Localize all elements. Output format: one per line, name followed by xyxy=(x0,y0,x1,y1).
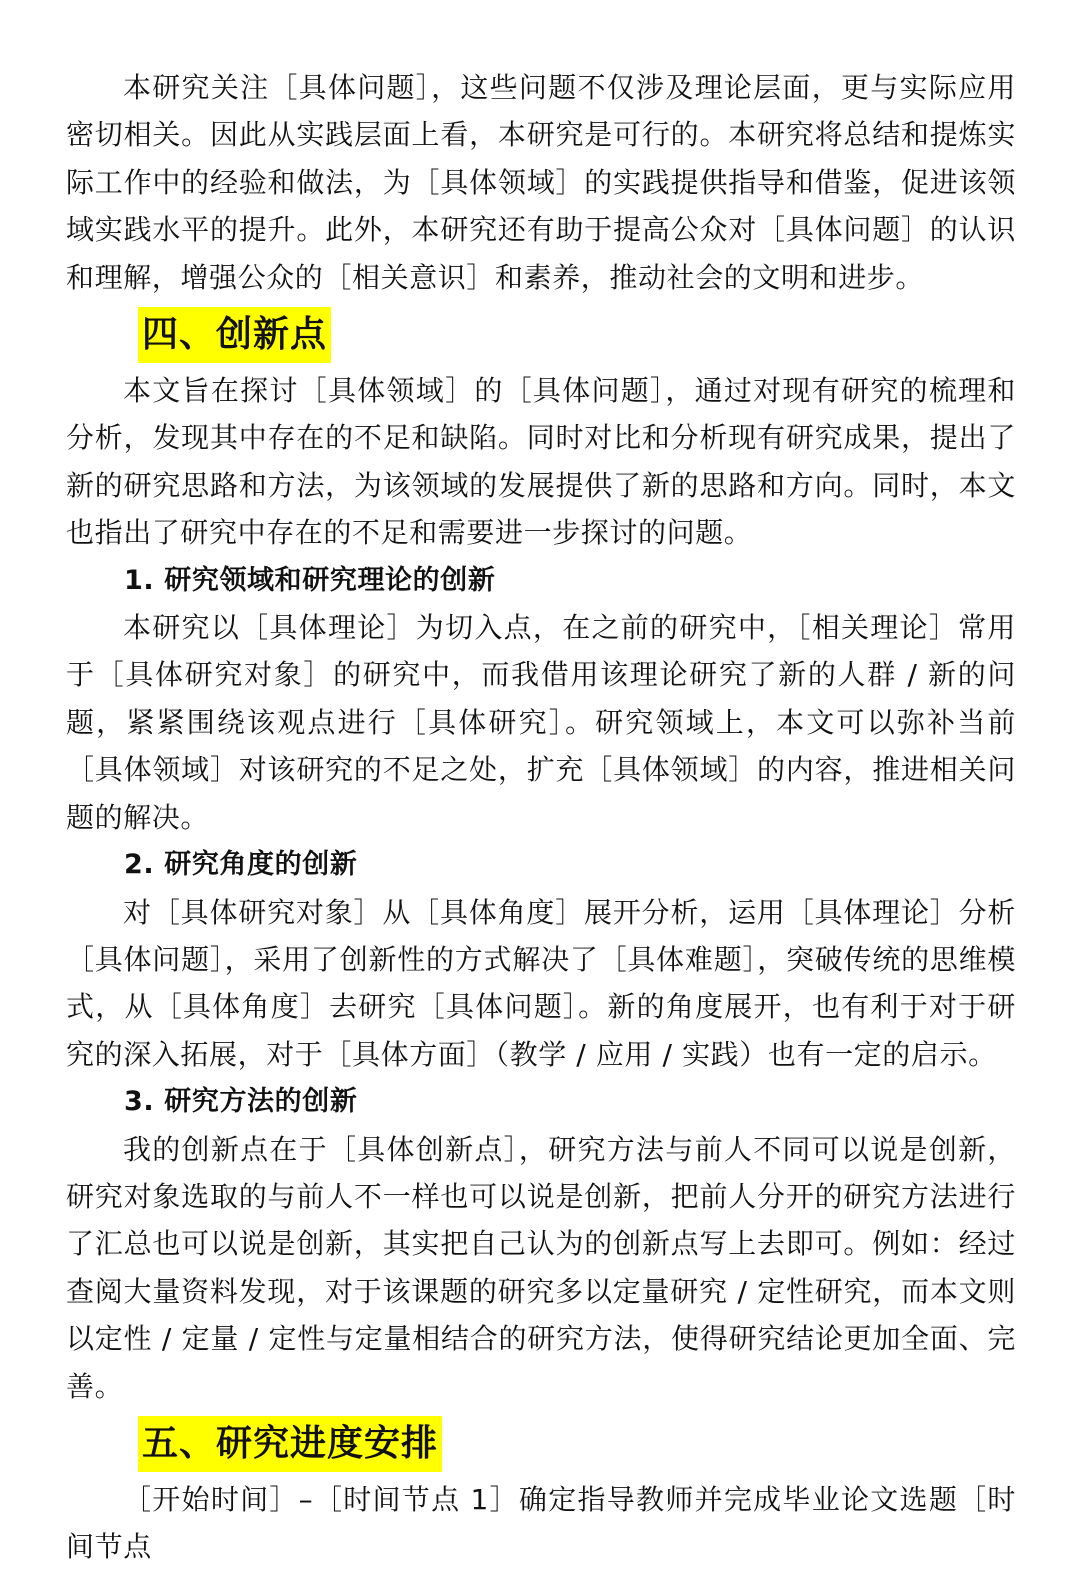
innovation-subheading-2: 2. 研究角度的创新 xyxy=(124,849,358,881)
section-heading-innovation xyxy=(138,307,1016,363)
schedule-first-line: ［开始时间］–［时间节点 1］确定指导教师并完成毕业论文选题［时间节点 xyxy=(66,1482,1016,1564)
innovation-paragraph-3: 我的创新点在于［具体创新点］，研究方法与前人不同可以说是创新，研究对象选取的与前人不一样也可以说是创新，把前人分开的研究方法进行了汇总也可以说是创新，其实把自己认为的创新点写上去即可。例如：经过查阅大量资料发现，对于该课题的研究多以定量研究 / 定性研究，而本文则以定性 / 定量 / 定性与定量相结合的研究方法，使得研究结论更加全面、完善。 xyxy=(66,1132,1016,1403)
section-heading-schedule xyxy=(138,1416,1016,1472)
innovation-paragraph-2: 对［具体研究对象］从［具体角度］展开分析，运用［具体理论］分析［具体问题］，采用了创新性的方式解决了［具体难题］，突破传统的思维模式，从［具体角度］去研究［具体问题］。新的角度展开，也有利于对于研究的深入拓展，对于［具体方面］（教学 / 应用 / 实践）也有一定的启示。 xyxy=(66,895,1016,1071)
innovation-subheading-1: 1. 研究领域和研究理论的创新 xyxy=(124,564,496,596)
highlighted-heading-text: 五、研究进度安排 xyxy=(138,1416,442,1472)
highlighted-heading-text: 四、创新点 xyxy=(138,307,331,363)
innovation-intro-paragraph: 本文旨在探讨［具体领域］的［具体问题］，通过对现有研究的梳理和分析，发现其中存在的不足和缺陷。同时对比和分析现有研究成果，提出了新的研究思路和方法，为该领域的发展提供了新的思路和方向。同时，本文也指出了研究中存在的不足和需要进一步探讨的问题。 xyxy=(66,374,1016,550)
document-page xyxy=(66,64,1016,1571)
intro-paragraph: 本研究关注［具体问题］，这些问题不仅涉及理论层面，更与实际应用密切相关。因此从实践层面上看，本研究是可行的。本研究将总结和提炼实际工作中的经验和做法，为［具体领域］的实践提供指导和借鉴，促进该领域实践水平的提升。此外，本研究还有助于提高公众对［具体问题］的认识和理解，增强公众的［相关意识］和素养，推动社会的文明和进步。 xyxy=(66,71,1016,294)
innovation-paragraph-1: 本研究以［具体理论］为切入点，在之前的研究中，［相关理论］常用于［具体研究对象］的研究中，而我借用该理论研究了新的人群 / 新的问题，紧紧围绕该观点进行［具体研究］。研究领域上，本文可以弥补当前［具体领域］对该研究的不足之处，扩充［具体领域］的内容，推进相关问题的解决。 xyxy=(66,611,1016,834)
innovation-subheading-3: 3. 研究方法的创新 xyxy=(124,1086,358,1118)
